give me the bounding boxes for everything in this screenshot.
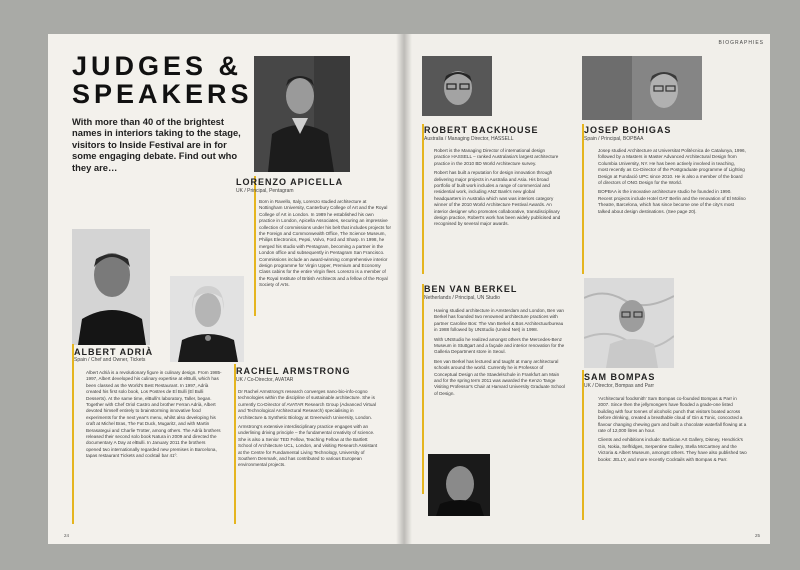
sam-accent-bar xyxy=(582,370,584,520)
ben-bio-paragraph-1: Having studied architecture in Amsterdam and London, Ben van Berkel has founded two renowned architecture practices with partner Caroline Bos: The Van Berkel & Bos Architectuurbureau in 1988 followed by UNStudio (United Net) in 1998. xyxy=(434,308,564,333)
portrait-icon xyxy=(582,56,702,120)
portrait-icon xyxy=(170,276,244,362)
page-number-right: 25 xyxy=(754,533,760,538)
robert-backhouse-photo xyxy=(422,56,492,116)
rachel-armstrong-role: UK / Co-Director, AVATAR xyxy=(236,377,294,383)
portrait-icon xyxy=(428,454,490,516)
ben-bio-paragraph-2: With UNStudio he realized amongst others the Mercedes-Benz Museum in Stuttgart and a façade and interior renovation for the Galleria Department store in Seoul. xyxy=(434,336,565,355)
rachel-armstrong-photo xyxy=(170,276,244,362)
ben-van-berkel-bio xyxy=(434,308,566,400)
sam-bompas-bio xyxy=(598,396,748,466)
ben-van-berkel-photo xyxy=(428,454,490,516)
ben-van-berkel-role: Netherlands / Principal, UN Studio xyxy=(424,295,500,301)
albert-bio-paragraph: Albert Adrià is a revolutionary figure in culinary design. From 1985-1997, Albert developed his culinary expertise at elBulli, which has been classed as the World's Best Restaurant. In 1997, Adrià created his first solo book, Los Postres de El Bulli (El Bulli Desserts). At the same time, elBulli's laboratory, Taller, began. Together with Chef Oriol Castro and brother Ferran Adrià, Albert devoted himself entirely to brainstorming innovative food experiments for the next year's menu, whilst also developing his craft at Michel Bras, The Fat Duck, Mugaritz, and with Martin Berasategui and Charlie Trotter, among others. The Adrià brothers released their second solo book Natura in 2009 and directed the documentary A Day at elBulli. In January 2011 the brothers opened two internationally regarded new premises in Barcelona, tapas restaurant Tickets and cocktail bar 41º. xyxy=(86,370,222,459)
robert-bio-paragraph-1: Robert is the Managing Director of international design practice HASSELL – ranked Australasia's largest architecture practice in the 2010 BD World Architecture survey. xyxy=(434,148,559,166)
ben-bio-paragraph-3: Ben van Berkel has lectured and taught at many architectural schools around the world. Currently he is Professor of Conceptual Design at the Staedelschule in Frankfurt am Main and for the spring term 2011 was awarded the Kenzo Tange Visiting Professor's Chair at Harvard University Graduate School of Design. xyxy=(434,358,566,396)
josep-bohigas-bio xyxy=(598,148,746,218)
section-label: BIOGRAPHIES xyxy=(718,40,764,46)
sam-bompas-role: UK / Director, Bompas and Parr xyxy=(584,383,655,389)
josep-bohigas-photo xyxy=(582,56,702,120)
book-spine-shadow xyxy=(396,34,412,544)
rachel-armstrong-bio xyxy=(238,389,378,472)
intro-text: With more than 40 of the brightest names in interiors taking to the stage, visitors to Inside Festival are in for some engaging debate. Find out who they are… xyxy=(72,116,241,173)
lorenzo-apicella-bio xyxy=(259,199,391,292)
josep-bohigas-role: Spain / Principal, BOPBAA xyxy=(584,136,644,142)
lorenzo-apicella-role: UK / Principal, Pentagram xyxy=(236,188,294,194)
rachel-bio-paragraph-1: Dr Rachel Armstrong's research converges nano-bio-info-cogno technologies within the discipline of sustainable architecture. She is currently Co-Director of AVATAR Research Group (Advanced Virtual and Technological Architectural Research) specialising in Architecture & Synthetic Biology at Greenwich University, London. xyxy=(238,389,376,420)
lorenzo-bio-paragraph: Born in Ravello, Italy, Lorenzo studied architecture at Nottingham University, Canterbury College of Art and the Royal College of Art in London. In 1989 he established his own practice in London, Apicella Associates, securing an impressive collection of commissions under his belt that includes projects for the Foreign and Commonwealth Office, The Science Museum, Philips Electronics, Pepsi, Volvo, Ford and Sharp. In 1998, he merged his studio with Pentagram, becoming a partner in the London office and subsequently in Pentagram San Francisco. Commissions include an award-winning comprehensive interior design programme for Virgin Upper, Premium and Economy Class cabins for the entire Virgin fleet. Lorenzo is a member of the Royal Institute of British Architects and a fellow of the Royal Society of Arts. xyxy=(259,199,392,288)
robert-accent-bar xyxy=(422,124,424,274)
rachel-accent-bar xyxy=(234,364,236,524)
albert-accent-bar xyxy=(72,344,74,524)
portrait-icon xyxy=(584,278,674,368)
page-title: JUDGES & SPEAKERS xyxy=(72,51,253,109)
sam-bio-paragraph-2: Clients and exhibitions include: Barbican Art Gallery, Disney, Hendrick's Gin, Nokia, Selfridges, Serpentine Gallery, Stella McCartney and the Victoria & Albert Museum, amongst others. They have also published two books: JELLY, and more recently Cocktails with Bompas & Parr. xyxy=(598,437,747,462)
ben-accent-bar xyxy=(422,284,424,494)
josep-accent-bar xyxy=(582,124,584,274)
robert-backhouse-bio xyxy=(434,148,562,231)
left-page xyxy=(48,34,404,544)
robert-bio-paragraph-2: Robert has built a reputation for design innovation through delivering major projects in Australia and Asia. His broad portfolio of built work includes a range of commercial and residential work, including ANZ Bank's new global headquarters in Australia which was was interiors category winner of the 2010 World Architecture Festival Awards. An interior designer who promotes collaborative, transdisciplinary design practice, Robert's work has been widely publicised and recognised by several major awards. xyxy=(434,170,561,227)
portrait-icon xyxy=(422,56,492,116)
lorenzo-accent-bar xyxy=(254,176,256,316)
ben-van-berkel-name: BEN VAN BERKEL xyxy=(424,284,518,294)
josep-bohigas-name: JOSEP BOHIGAS xyxy=(584,125,672,135)
right-page xyxy=(404,34,770,544)
lorenzo-apicella-photo xyxy=(254,56,350,172)
lorenzo-apicella-name: LORENZO APICELLA xyxy=(236,177,344,187)
sam-bompas-name: SAM BOMPAS xyxy=(584,372,656,382)
albert-adria-role: Spain / Chef and Owner, Tickets xyxy=(74,357,146,363)
josep-bio-paragraph-2: BOPBAA is the innovative architecture studio he founded in 1990. Recent projects include Hotel GAT Berlin and the renovation of El Molino Theatre, Barcelona, which has since become one of the city's most talked about design destinations. (See page 20). xyxy=(598,189,746,214)
portrait-icon xyxy=(254,56,350,172)
rachel-bio-paragraph-2: Armstrong's extensive interdisciplinary practice engages with an underlining driving principle – the fundamental creativity of science. She is also a Senior TED Fellow, Teaching Fellow at the Bartlett School of Architecture UCL, London, and visiting Research Assistant at the Centre for Fundamental Living Technology, University of Southern Denmark, and has contributed to various European environmental projects. xyxy=(238,424,378,468)
robert-backhouse-name: ROBERT BACKHOUSE xyxy=(424,125,539,135)
rachel-armstrong-name: RACHEL ARMSTRONG xyxy=(236,366,351,376)
albert-adria-photo xyxy=(72,229,150,345)
albert-adria-bio xyxy=(86,370,222,463)
portrait-icon xyxy=(72,229,150,345)
sam-bompas-photo xyxy=(584,278,674,368)
robert-backhouse-role: Australia / Managing Director, HASSELL xyxy=(424,136,514,142)
sam-bio-paragraph-1: 'Architectural foodsmith' Sam Bompas co-founded Bompas & Parr in 2007. Since then the jellymongers have flooded a grade-one listed building with four tonnes of alcoholic punch that visitors boated across before drinking, created a breathable cloud of Gin & Tonic, concocted a flavour changing chewing gum and built a chocolate waterfall flowing at a rate of 12,000 litres an hour. xyxy=(598,396,747,434)
josep-bio-paragraph-1: Josep studied Architecture at Universitat Politècnica de Catalunya, 1996, followed by a Masters in Master Advanced Architectural Design from Columbia University, NY. He has been actively involved in teaching, most recently as Co-Director of the Postgraduate programme of Lighting Design at Fundació UPC since 2010. He is also a member of the board of directors of ONG Design for the World. xyxy=(598,148,746,186)
albert-adria-name: ALBERT ADRIÀ xyxy=(74,347,154,357)
page-number-left: 24 xyxy=(64,533,70,538)
